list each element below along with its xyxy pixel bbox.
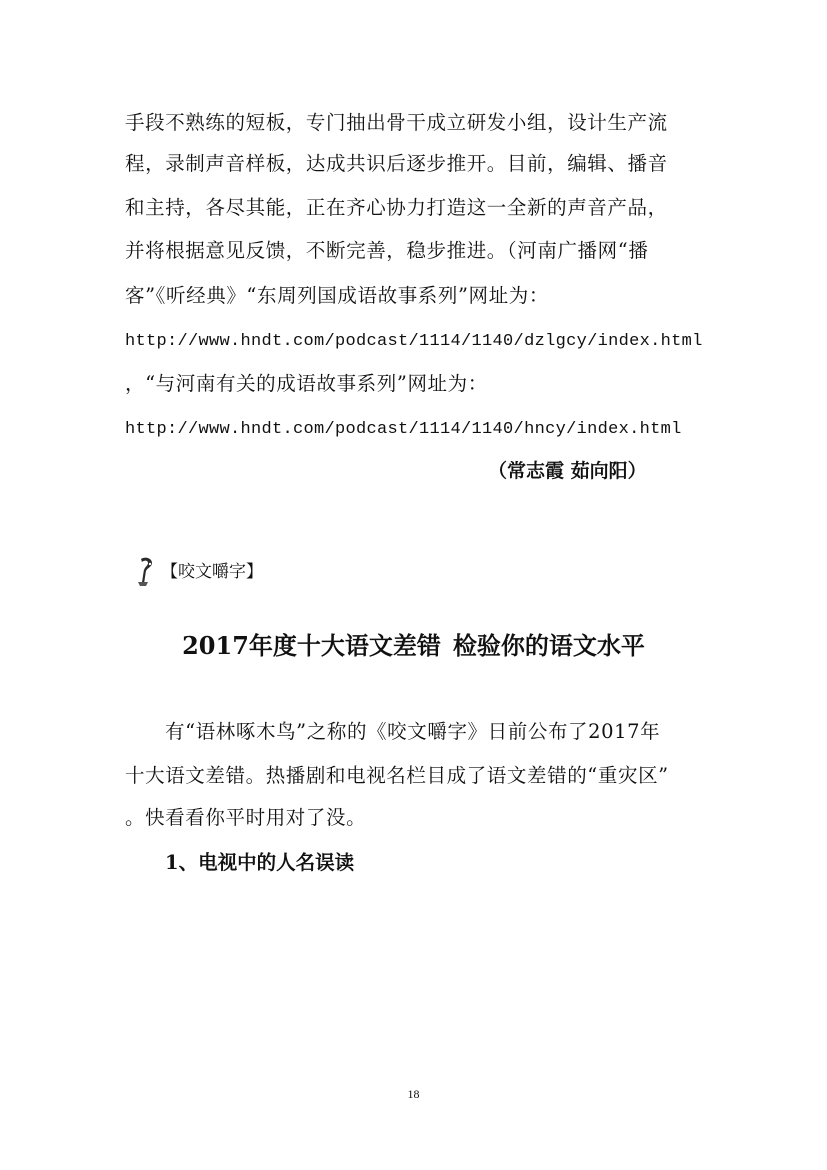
paragraph-line: 和主持，各尽其能，正在齐心协力打造这一全新的声音产品， <box>125 196 668 219</box>
paragraph-line: 手段不熟练的短板，专门抽出骨干成立研发小组，设计生产流 <box>125 111 668 134</box>
paragraph-line: 并将根据意见反馈，不断完善，稳步推进。（河南广播网“播 <box>125 239 649 262</box>
paragraph-line: 十大语文差错。热播剧和电视名栏目成了语文差错的“重灾区” <box>125 764 669 787</box>
paragraph-line: 客”《听经典》“东周列国成语故事系列”网址为： <box>125 284 549 307</box>
title-sub: 检验你的语文水平 <box>452 631 645 660</box>
paragraph-line: 程，录制声音样板，达成共识后逐步推开。目前，编辑、播音 <box>125 152 668 175</box>
paragraph-line: 。快看看你平时用对了没。 <box>125 806 367 829</box>
paragraph-line: 有“语林啄木鸟”之称的《咬文嚼字》日前公布了2017年 <box>165 720 661 743</box>
url-link[interactable]: http://www.hndt.com/podcast/1114/1140/hncy/index.html <box>125 420 682 439</box>
section-label: 【咬文嚼字】 <box>161 562 263 582</box>
paragraph-line: ，“与河南有关的成语故事系列”网址为： <box>125 372 488 395</box>
article-title <box>0 630 827 662</box>
url-link[interactable]: http://www.hndt.com/podcast/1114/1140/dzlgcy/index.html <box>125 332 703 351</box>
author-signature: （常志霞 茹向阳） <box>488 460 647 482</box>
subheading: 1、电视中的人名误读 <box>165 851 355 874</box>
pin-flag-icon <box>135 556 157 588</box>
page-number: 18 <box>407 1087 420 1101</box>
title-main: 2017年度十大语文差错 <box>182 631 441 660</box>
section-header <box>135 555 263 589</box>
